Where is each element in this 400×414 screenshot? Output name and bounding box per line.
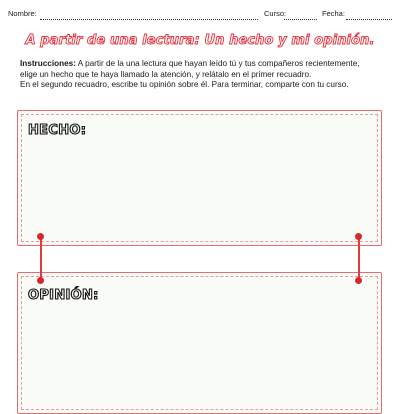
worksheet-title: A partir de una lectura: Un hecho y mi opinión. xyxy=(25,33,375,48)
instructions xyxy=(20,59,380,91)
left-connector-line xyxy=(40,237,42,280)
instructions-line-1: Instrucciones: A partir de la una lectura que hayan leído tú y tus compañeros recientemente, xyxy=(20,59,360,68)
fact-box[interactable] xyxy=(17,110,382,246)
course-field[interactable] xyxy=(284,19,317,20)
instructions-lead: Instrucciones: xyxy=(20,59,76,68)
name-label: Nombre: xyxy=(8,9,37,18)
student-header xyxy=(8,9,392,23)
right-connector-bottom-dot xyxy=(355,277,362,284)
date-label: Fecha: xyxy=(322,9,345,18)
right-connector-line xyxy=(358,237,360,280)
name-field[interactable] xyxy=(40,19,258,20)
right-connector-top-dot xyxy=(355,233,362,240)
opinion-label: OPINIÓN: xyxy=(28,288,99,303)
instructions-line-3: En el segundo recuadro, escribe tu opinión sobre él. Para terminar, comparte con tu curso. xyxy=(20,80,349,90)
fact-label: HECHO: xyxy=(28,123,87,138)
opinion-box[interactable] xyxy=(17,272,382,414)
left-connector-top-dot xyxy=(37,233,44,240)
instructions-line-2: elige un hecho que te haya llamado la atención, y relátalo en el primer recuadro. xyxy=(20,69,312,79)
left-connector-bottom-dot xyxy=(37,277,44,284)
date-field[interactable] xyxy=(346,19,392,20)
course-label: Curso: xyxy=(264,9,287,18)
